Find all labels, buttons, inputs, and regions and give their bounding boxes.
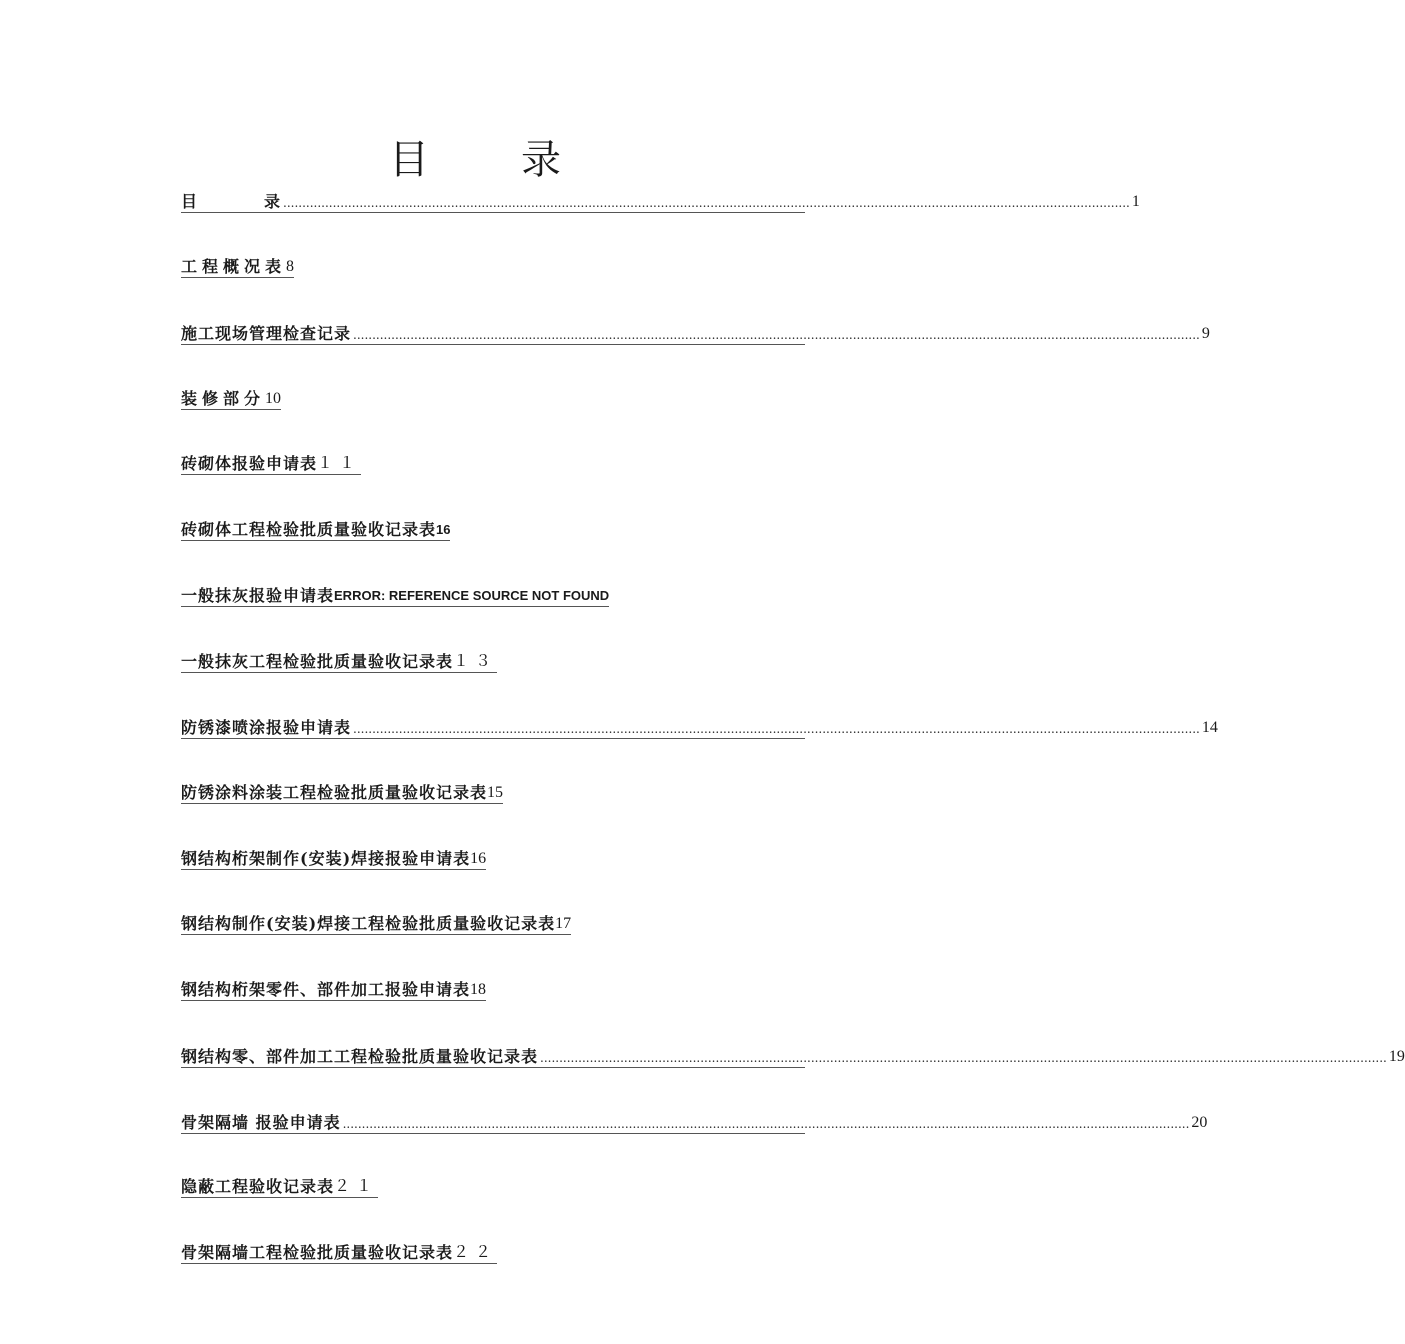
page-title <box>0 128 950 185</box>
toc-leader: .............................................................................................................................................................................................................................. <box>353 722 1200 736</box>
toc-entry-title: 装修部分 <box>181 389 266 408</box>
toc-entry-title: 砖砌体报验申请表 <box>181 454 318 473</box>
toc-entry[interactable] <box>181 322 1210 345</box>
toc-entry-title: 钢结构制作(安装)焊接工程检验批质量验收记录表 <box>181 914 556 933</box>
toc-entry[interactable] <box>181 651 805 673</box>
toc-entry[interactable] <box>181 1176 805 1198</box>
toc-entry[interactable] <box>181 388 805 410</box>
toc-entry-title: 骨架隔墙 报验申请表 <box>181 1113 341 1132</box>
toc-entry[interactable] <box>181 716 1218 739</box>
page-title-left: 目 <box>389 137 429 183</box>
toc-entry[interactable] <box>181 979 805 1001</box>
toc-entry-title: 施工现场管理检查记录 <box>181 324 352 343</box>
toc-entry-title: 钢结构桁架零件、部件加工报验申请表 <box>181 980 471 999</box>
toc-entry-page: 9 <box>1201 325 1210 342</box>
toc-leader: .............................................................................................................................................................................................................................. <box>540 1051 1387 1065</box>
toc-entry-page: 19 <box>1388 1048 1405 1065</box>
toc-entry[interactable] <box>181 913 805 935</box>
toc-entry[interactable] <box>181 848 805 870</box>
toc-entry-title: 防锈漆喷涂报验申请表 <box>181 718 352 737</box>
toc-entry-page: 16 <box>436 522 451 537</box>
toc-entry-page: 18 <box>470 981 487 998</box>
toc-entry-title: 工程概况表 <box>181 257 287 276</box>
toc-entry-page: 15 <box>487 784 504 801</box>
toc-entry-title: 隐蔽工程验收记录表 <box>181 1177 335 1196</box>
toc-entry-page: 10 <box>265 390 282 407</box>
toc-entry[interactable] <box>181 1111 1208 1134</box>
toc-entry[interactable] <box>181 190 1140 213</box>
toc-entry-title: 骨架隔墙工程检验批质量验收记录表 <box>181 1243 454 1262</box>
toc-entry-title: 钢结构零、部件加工工程检验批质量验收记录表 <box>181 1047 539 1066</box>
toc-entry-error: ERROR: REFERENCE SOURCE NOT FOUND <box>334 588 610 603</box>
toc-entry-page: 20 <box>1191 1114 1208 1131</box>
toc-entry-page: 14 <box>1201 719 1218 736</box>
page-title-right: 录 <box>521 137 561 183</box>
toc-entry[interactable] <box>181 256 805 278</box>
toc-entry-title: 砖砌体工程检验批质量验收记录表 <box>181 520 437 539</box>
toc-entry-title: 钢结构桁架制作(安装)焊接报验申请表 <box>181 849 471 868</box>
toc-entry[interactable] <box>181 519 805 541</box>
toc-entry-page: 16 <box>470 850 487 867</box>
toc-entry[interactable] <box>181 1045 1405 1068</box>
toc-entry-title: 一般抹灰工程检验批质量验收记录表 <box>181 652 454 671</box>
toc-entry-title: 目 录 <box>181 192 282 211</box>
toc-entry[interactable] <box>181 453 805 475</box>
toc-entry[interactable] <box>181 585 805 607</box>
toc-entry-page: ２２ <box>453 1244 498 1261</box>
toc-entry-page: 8 <box>286 258 295 275</box>
toc-leader: .............................................................................................................................................................................................................................. <box>342 1117 1190 1131</box>
toc-entry-page: １３ <box>453 653 498 670</box>
toc-entry-title: 一般抹灰报验申请表 <box>181 586 335 605</box>
toc-entry-title: 防锈涂料涂装工程检验批质量验收记录表 <box>181 783 488 802</box>
toc-entry[interactable] <box>181 782 805 804</box>
toc-entry-page: 17 <box>555 915 572 932</box>
toc-entry-page: １１ <box>317 455 362 472</box>
toc-leader: .............................................................................................................................................................................................................................. <box>283 196 1130 210</box>
toc-entry[interactable] <box>181 1242 805 1264</box>
toc-leader: .............................................................................................................................................................................................................................. <box>353 328 1200 342</box>
toc-entry-page: ２１ <box>334 1178 379 1195</box>
toc-entry-page: 1 <box>1131 193 1140 210</box>
